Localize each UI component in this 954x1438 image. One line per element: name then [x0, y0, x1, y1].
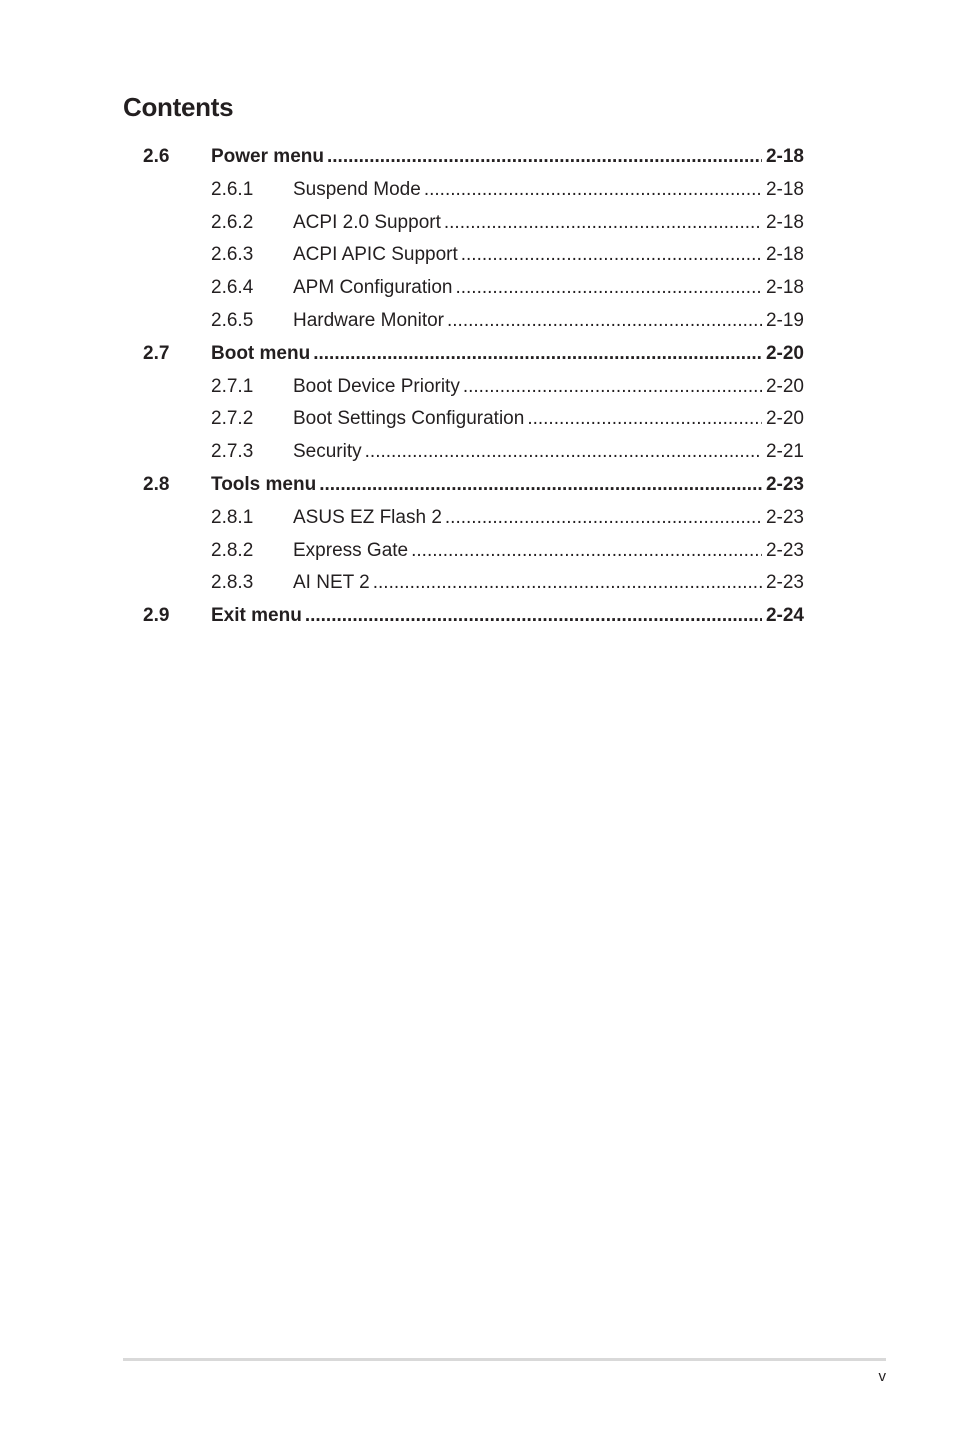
toc-subsection-entry[interactable]	[143, 207, 804, 240]
toc-subsection-entry[interactable]	[143, 535, 804, 568]
table-of-contents	[143, 141, 804, 633]
toc-subsection-entry[interactable]	[143, 305, 804, 338]
toc-entry-number: 2.6.3	[211, 244, 254, 266]
toc-entry-page: 2-20	[762, 403, 804, 436]
toc-entry-title: Boot Settings Configuration	[293, 403, 527, 436]
toc-entry-title: Hardware Monitor	[293, 305, 447, 338]
toc-dot-leader	[365, 436, 762, 469]
toc-section-entry[interactable]	[143, 141, 804, 174]
toc-subsection-entry[interactable]	[143, 403, 804, 436]
toc-entry-number: 2.8.1	[211, 506, 254, 528]
toc-dot-leader	[527, 403, 762, 436]
toc-entry-title: Security	[293, 436, 365, 469]
toc-entry-page: 2-18	[762, 174, 804, 207]
toc-subsection-entry[interactable]	[143, 239, 804, 272]
toc-entry-page: 2-21	[762, 436, 804, 469]
toc-entry-title: ASUS EZ Flash 2	[293, 502, 445, 535]
toc-entry-title: ACPI APIC Support	[293, 239, 461, 272]
toc-entry-page: 2-20	[762, 338, 804, 371]
page-number: v	[878, 1368, 886, 1385]
toc-dot-leader	[463, 371, 762, 404]
toc-entry-number: 2.8.3	[211, 572, 254, 594]
toc-dot-leader	[313, 338, 762, 371]
toc-subsection-entry[interactable]	[143, 436, 804, 469]
toc-entry-title: ACPI 2.0 Support	[293, 207, 444, 240]
footer-divider	[123, 1358, 886, 1361]
toc-subsection-entry[interactable]	[143, 502, 804, 535]
toc-entry-page: 2-23	[762, 469, 804, 502]
toc-dot-leader	[444, 207, 762, 240]
toc-subsection-entry[interactable]	[143, 567, 804, 600]
toc-entry-number: 2.7.1	[211, 375, 254, 397]
toc-entry-title: Express Gate	[293, 535, 411, 568]
toc-dot-leader	[447, 305, 762, 338]
toc-entry-title: AI NET 2	[293, 567, 373, 600]
toc-entry-number: 2.8	[143, 473, 170, 495]
toc-dot-leader	[445, 502, 762, 535]
toc-entry-page: 2-23	[762, 502, 804, 535]
toc-entry-page: 2-18	[762, 272, 804, 305]
toc-entry-title: Tools menu	[211, 469, 319, 502]
toc-entry-page: 2-19	[762, 305, 804, 338]
toc-entry-page: 2-24	[762, 600, 804, 633]
toc-entry-number: 2.6	[143, 146, 170, 167]
toc-entry-page: 2-18	[762, 239, 804, 272]
toc-entry-title: Boot Device Priority	[293, 371, 463, 404]
toc-subsection-entry[interactable]	[143, 272, 804, 305]
toc-entry-number: 2.8.2	[211, 539, 254, 561]
toc-entry-number: 2.6.1	[211, 178, 254, 200]
toc-dot-leader	[327, 141, 762, 174]
toc-entry-title: Suspend Mode	[293, 174, 424, 207]
toc-dot-leader	[455, 272, 762, 305]
toc-section-entry[interactable]	[143, 469, 804, 502]
toc-section-entry[interactable]	[143, 338, 804, 371]
toc-entry-page: 2-18	[762, 207, 804, 240]
toc-subsection-entry[interactable]	[143, 174, 804, 207]
toc-entry-number: 2.6.5	[211, 309, 254, 331]
toc-dot-leader	[411, 535, 762, 568]
toc-entry-number: 2.6.4	[211, 277, 254, 299]
toc-section-entry[interactable]	[143, 600, 804, 633]
toc-entry-title: Boot menu	[211, 338, 313, 371]
toc-entry-title: APM Configuration	[293, 272, 455, 305]
toc-entry-page: 2-18	[762, 141, 804, 174]
toc-entry-page: 2-23	[762, 535, 804, 568]
toc-dot-leader	[373, 567, 762, 600]
page-title: Contents	[123, 92, 234, 122]
toc-subsection-entry[interactable]	[143, 371, 804, 404]
toc-dot-leader	[319, 469, 762, 502]
toc-entry-title: Power menu	[211, 141, 327, 174]
toc-entry-number: 2.7.2	[211, 408, 254, 430]
toc-entry-page: 2-23	[762, 567, 804, 600]
toc-dot-leader	[461, 239, 762, 272]
toc-entry-page: 2-20	[762, 371, 804, 404]
toc-entry-title: Exit menu	[211, 600, 305, 633]
toc-dot-leader	[305, 600, 762, 633]
toc-entry-number: 2.7	[143, 342, 170, 364]
toc-entry-number: 2.7.3	[211, 441, 254, 463]
toc-entry-number: 2.6.2	[211, 211, 254, 233]
toc-entry-number: 2.9	[143, 605, 170, 627]
toc-dot-leader	[424, 174, 762, 207]
